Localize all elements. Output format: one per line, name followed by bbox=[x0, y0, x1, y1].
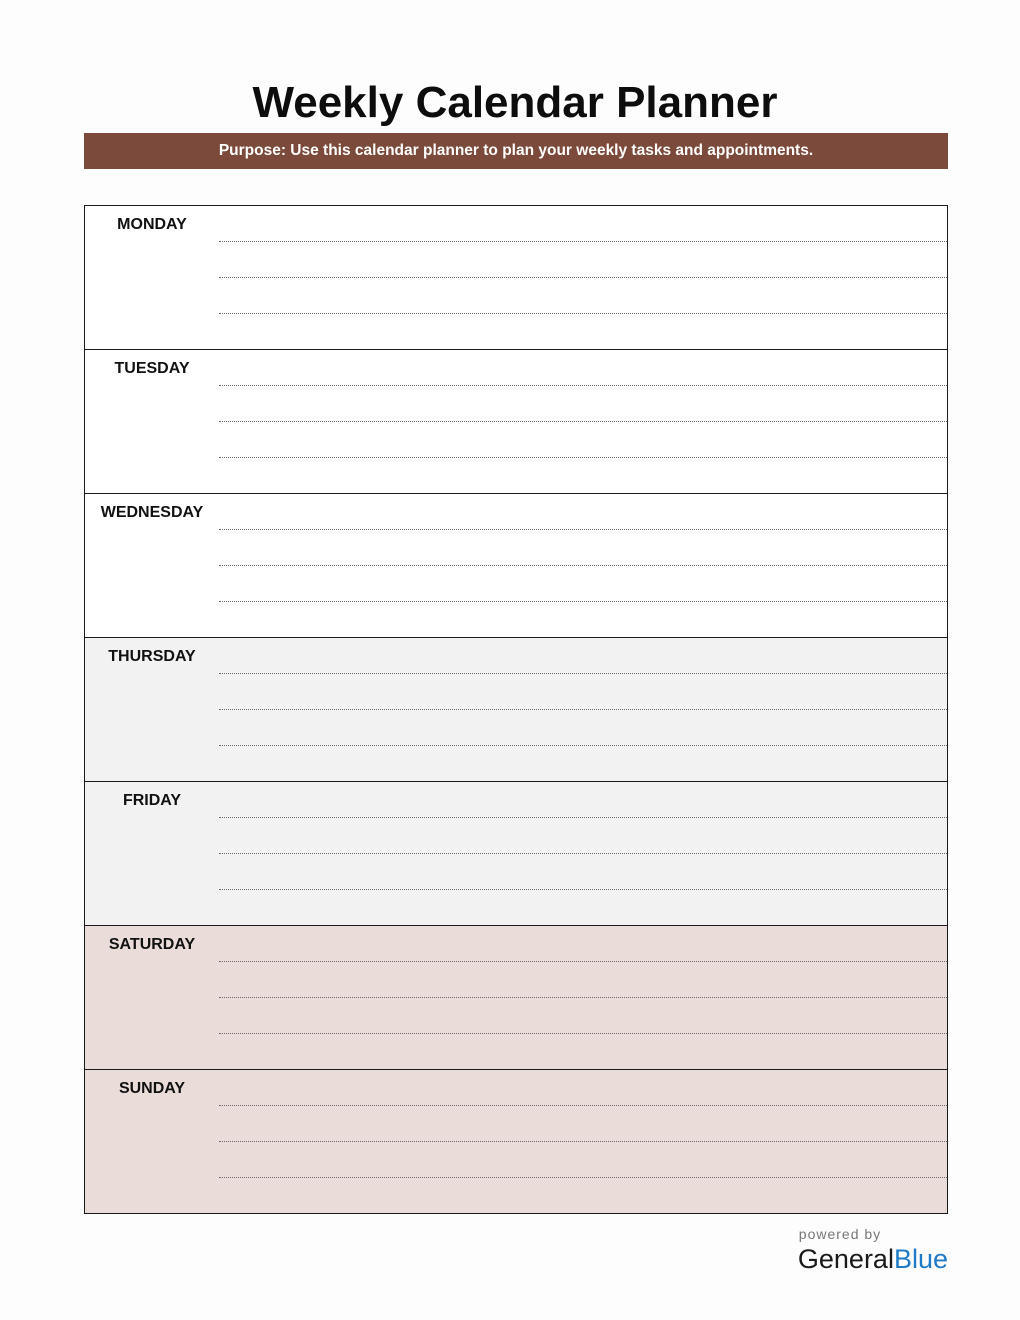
day-row-friday[interactable] bbox=[85, 782, 947, 926]
entry-line[interactable] bbox=[219, 1177, 947, 1178]
entry-line[interactable] bbox=[219, 565, 947, 566]
entry-line[interactable] bbox=[219, 709, 947, 710]
day-row-thursday[interactable] bbox=[85, 638, 947, 782]
entry-line[interactable] bbox=[219, 457, 947, 458]
entry-line[interactable] bbox=[219, 961, 947, 962]
entry-line[interactable] bbox=[219, 817, 947, 818]
entry-line[interactable] bbox=[219, 997, 947, 998]
brand-blue: Blue bbox=[893, 1244, 948, 1274]
day-label: WEDNESDAY bbox=[100, 504, 204, 521]
footer-brand bbox=[790, 1226, 948, 1276]
entry-line[interactable] bbox=[219, 385, 947, 386]
entry-line[interactable] bbox=[219, 1141, 947, 1142]
entry-line[interactable] bbox=[219, 421, 947, 422]
weekly-planner-grid bbox=[84, 205, 948, 1214]
day-row-sunday[interactable] bbox=[85, 1070, 947, 1213]
day-label: THURSDAY bbox=[108, 648, 196, 665]
purpose-banner bbox=[84, 133, 948, 169]
entry-line[interactable] bbox=[219, 889, 947, 890]
entry-line[interactable] bbox=[219, 313, 947, 314]
brand-general: General bbox=[797, 1244, 894, 1274]
day-label: FRIDAY bbox=[122, 792, 182, 809]
purpose-text: Purpose: Use this calendar planner to plan your weekly tasks and appointments. bbox=[218, 142, 814, 159]
day-row-saturday[interactable] bbox=[85, 926, 947, 1070]
powered-by-text: powered by bbox=[798, 1226, 882, 1242]
entry-line[interactable] bbox=[219, 277, 947, 278]
day-row-tuesday[interactable] bbox=[85, 350, 947, 494]
day-label: SUNDAY bbox=[118, 1080, 186, 1097]
entry-line[interactable] bbox=[219, 1105, 947, 1106]
day-label: SATURDAY bbox=[108, 936, 196, 953]
entry-line[interactable] bbox=[219, 673, 947, 674]
entry-line[interactable] bbox=[219, 601, 947, 602]
day-row-monday[interactable] bbox=[85, 206, 947, 350]
day-row-wednesday[interactable] bbox=[85, 494, 947, 638]
entry-line[interactable] bbox=[219, 529, 947, 530]
day-label: TUESDAY bbox=[114, 360, 190, 377]
entry-line[interactable] bbox=[219, 241, 947, 242]
brand-logo bbox=[790, 1242, 948, 1276]
day-label: MONDAY bbox=[117, 216, 187, 233]
entry-line[interactable] bbox=[219, 745, 947, 746]
page-title: Weekly Calendar Planner bbox=[252, 78, 778, 127]
entry-line[interactable] bbox=[219, 853, 947, 854]
entry-line[interactable] bbox=[219, 1033, 947, 1034]
